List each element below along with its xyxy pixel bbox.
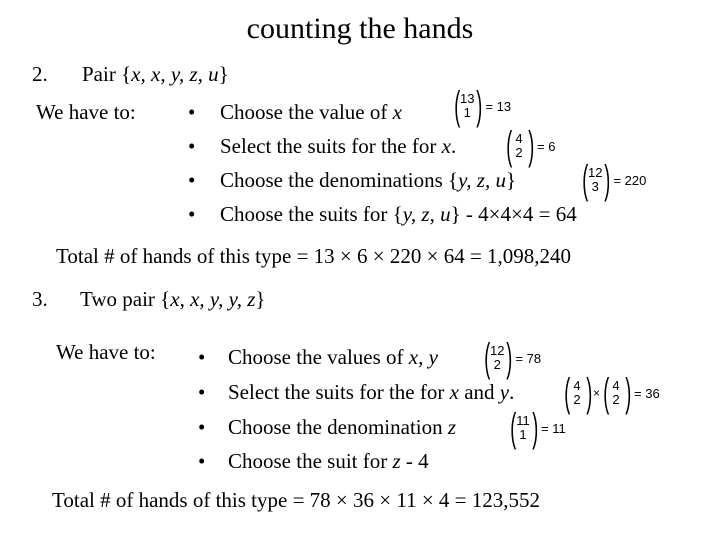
binomial-4-choose-2-squared: ( 4 2 ) × ( 4 2 ) = 36 <box>564 371 660 415</box>
binomial-13-choose-1: ( 13 1 ) = 13 <box>454 84 512 128</box>
bullet-marker: • <box>198 415 206 439</box>
section-3-total: Total # of hands of this type = 78 × 36 × 11 × 4 = 123,552 <box>52 488 541 512</box>
section-2-bullet-2: Select the suits for the for x. <box>220 134 457 158</box>
bullet-marker: • <box>198 345 206 369</box>
section-2-we-have-to: We have to: <box>36 100 136 124</box>
binomial-4-choose-2: ( 4 2 ) = 6 <box>506 124 556 168</box>
section-2-total: Total # of hands of this type = 13 × 6 × 220 × 64 = 1,098,240 <box>56 244 572 268</box>
section-3-bullet-2: Select the suits for the for x and y. <box>228 380 515 404</box>
bullet-marker: • <box>198 380 206 404</box>
section-2-bullet-3: Choose the denominations {y, z, u} <box>220 168 517 192</box>
section-3-bullet-1: Choose the values of x, y <box>228 345 438 369</box>
binomial-12-choose-3: ( 12 3 ) = 220 <box>582 158 647 202</box>
section-2-heading: Pair {x, x, y, z, u} <box>82 62 229 86</box>
binomial-12-choose-2: ( 12 2 ) = 78 <box>484 336 542 380</box>
bullet-marker: • <box>188 100 196 124</box>
binomial-11-choose-1: ( 11 1 ) = 11 <box>510 406 566 450</box>
section-3-heading: Two pair {x, x, y, y, z} <box>80 287 266 311</box>
section-3-we-have-to: We have to: <box>56 340 156 364</box>
bullet-marker: • <box>188 168 196 192</box>
section-2-bullet-1: Choose the value of x <box>220 100 402 124</box>
section-2-bullet-4: Choose the suits for {y, z, u} - 4×4×4 = 64 <box>220 202 577 226</box>
section-3-bullet-3: Choose the denomination z <box>228 415 457 439</box>
section-3-bullet-4: Choose the suit for z - 4 <box>228 449 429 473</box>
bullet-marker: • <box>188 202 196 226</box>
page-title: counting the hands <box>246 12 474 45</box>
bullet-marker: • <box>198 449 206 473</box>
bullet-marker: • <box>188 134 196 158</box>
section-3-number: 3. <box>32 287 48 311</box>
section-2-number: 2. <box>32 62 48 86</box>
